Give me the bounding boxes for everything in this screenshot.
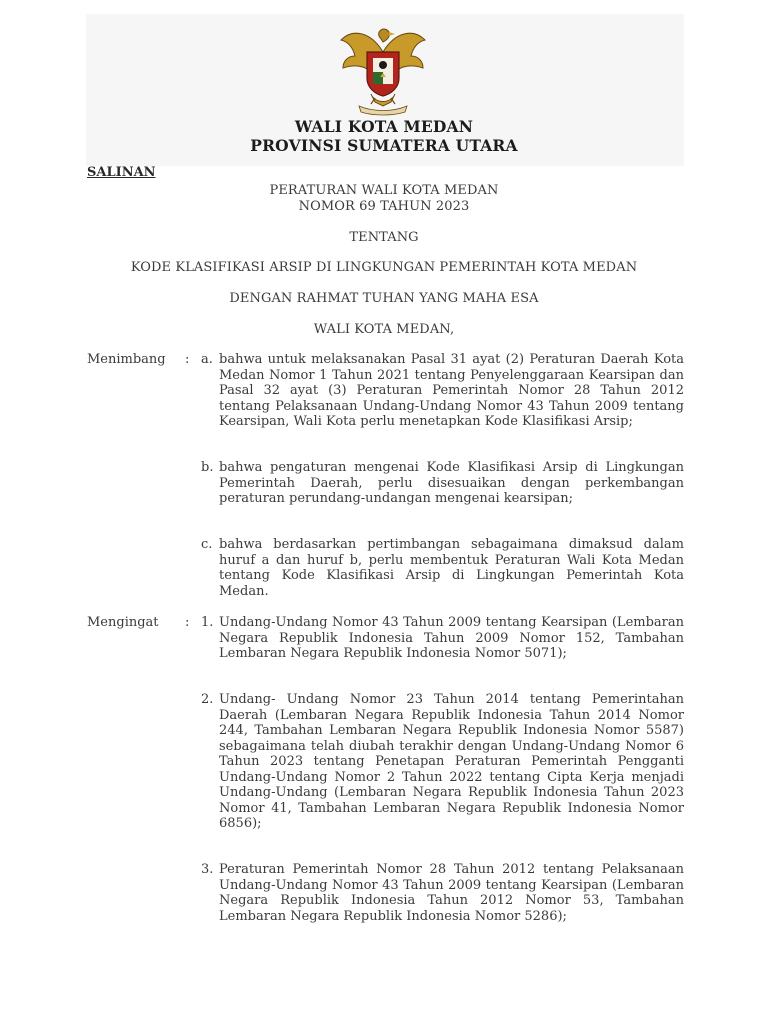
- menimbang-item-text: bahwa berdasarkan pertimbangan sebagaimana dimaksud dalam huruf a dan huruf b, perlu membentuk Peraturan Wali Kota Medan tentang Kode Klasifikasi Arsip di Lingkungan Pemerintah Kota Medan.: [219, 537, 684, 599]
- letterhead-title-province: PROVINSI SUMATERA UTARA: [250, 136, 518, 155]
- garuda-emblem-icon: [333, 22, 433, 116]
- menimbang-item-text: bahwa untuk melaksanakan Pasal 31 ayat (2) Peraturan Daerah Kota Medan Nomor 1 Tahun 2021 tentang Penyelenggaraan Kearsipan dan Pasal 32 ayat (3) Peraturan Pemerintah Nomor 28 Tahun 2012 tentang Pelaksanaan Undang-Undang Nomor 43 Tahun 2009 tentang Kearsipan, Wali Kota perlu menetapkan Kode Klasifikasi Arsip;: [219, 352, 684, 429]
- regulation-title: PERATURAN WALI KOTA MEDAN: [269, 183, 499, 198]
- regulation-subject: KODE KLASIFIKASI ARSIP DI LINGKUNGAN PEMERINTAH KOTA MEDAN: [130, 260, 638, 275]
- mengingat-item-marker: 3.: [201, 862, 214, 877]
- menimbang-item-marker: c.: [201, 537, 213, 552]
- tentang-heading: TENTANG: [349, 230, 419, 245]
- mengingat-label: Mengingat: [87, 615, 159, 630]
- menimbang-item-marker: b.: [201, 460, 214, 475]
- mengingat-item-marker: 2.: [201, 692, 214, 707]
- menimbang-label: Menimbang: [87, 352, 166, 367]
- regulation-number: NOMOR 69 TAHUN 2023: [298, 199, 470, 214]
- salinan-stamp: SALINAN: [87, 165, 156, 180]
- menimbang-item-text: bahwa pengaturan mengenai Kode Klasifikasi Arsip di Lingkungan Pemerintah Daerah, perlu disesuaikan dengan perkembangan peraturan perundang-undangan mengenai kearsipan;: [219, 460, 684, 506]
- preamble-line: DENGAN RAHMAT TUHAN YANG MAHA ESA: [229, 291, 539, 306]
- mengingat-item-marker: 1.: [201, 615, 214, 630]
- menimbang-colon: :: [185, 352, 190, 367]
- mengingat-colon: :: [185, 615, 190, 630]
- letterhead-title-city: WALI KOTA MEDAN: [294, 117, 474, 136]
- mengingat-item-text: Peraturan Pemerintah Nomor 28 Tahun 2012 tentang Pelaksanaan Undang-Undang Nomor 43 Tahun 2009 tentang Kearsipan (Lembaran Negara Republik Indonesia Tahun 2012 Nomor 53, Tambahan Lembaran Negara Republik Indonesia Nomor 5286);: [219, 862, 684, 924]
- menimbang-item-marker: a.: [201, 352, 213, 367]
- mengingat-item-text: Undang-Undang Nomor 43 Tahun 2009 tentang Kearsipan (Lembaran Negara Republik Indonesia Tahun 2009 Nomor 152, Tambahan Lembaran Negara Republik Indonesia Nomor 5071);: [219, 615, 684, 661]
- mengingat-item-text: Undang- Undang Nomor 23 Tahun 2014 tentang Pemerintahan Daerah (Lembaran Negara Republik Indonesia Tahun 2014 Nomor 244, Tambahan Lembaran Negara Republik Indonesia Nomor 5587) sebagaimana telah diubah terakhir dengan Undang-Undang Nomor 6 Tahun 2023 tentang Penetapan Peraturan Pemerintah Pengganti Undang-Undang Nomor 2 Tahun 2022 tentang Cipta Kerja menjadi Undang-Undang (Lembaran Negara Republik Indonesia Tahun 2023 Nomor 41, Tambahan Lembaran Negara Republik Indonesia Nomor 6856);: [219, 692, 684, 831]
- authority-line: WALI KOTA MEDAN,: [313, 322, 455, 337]
